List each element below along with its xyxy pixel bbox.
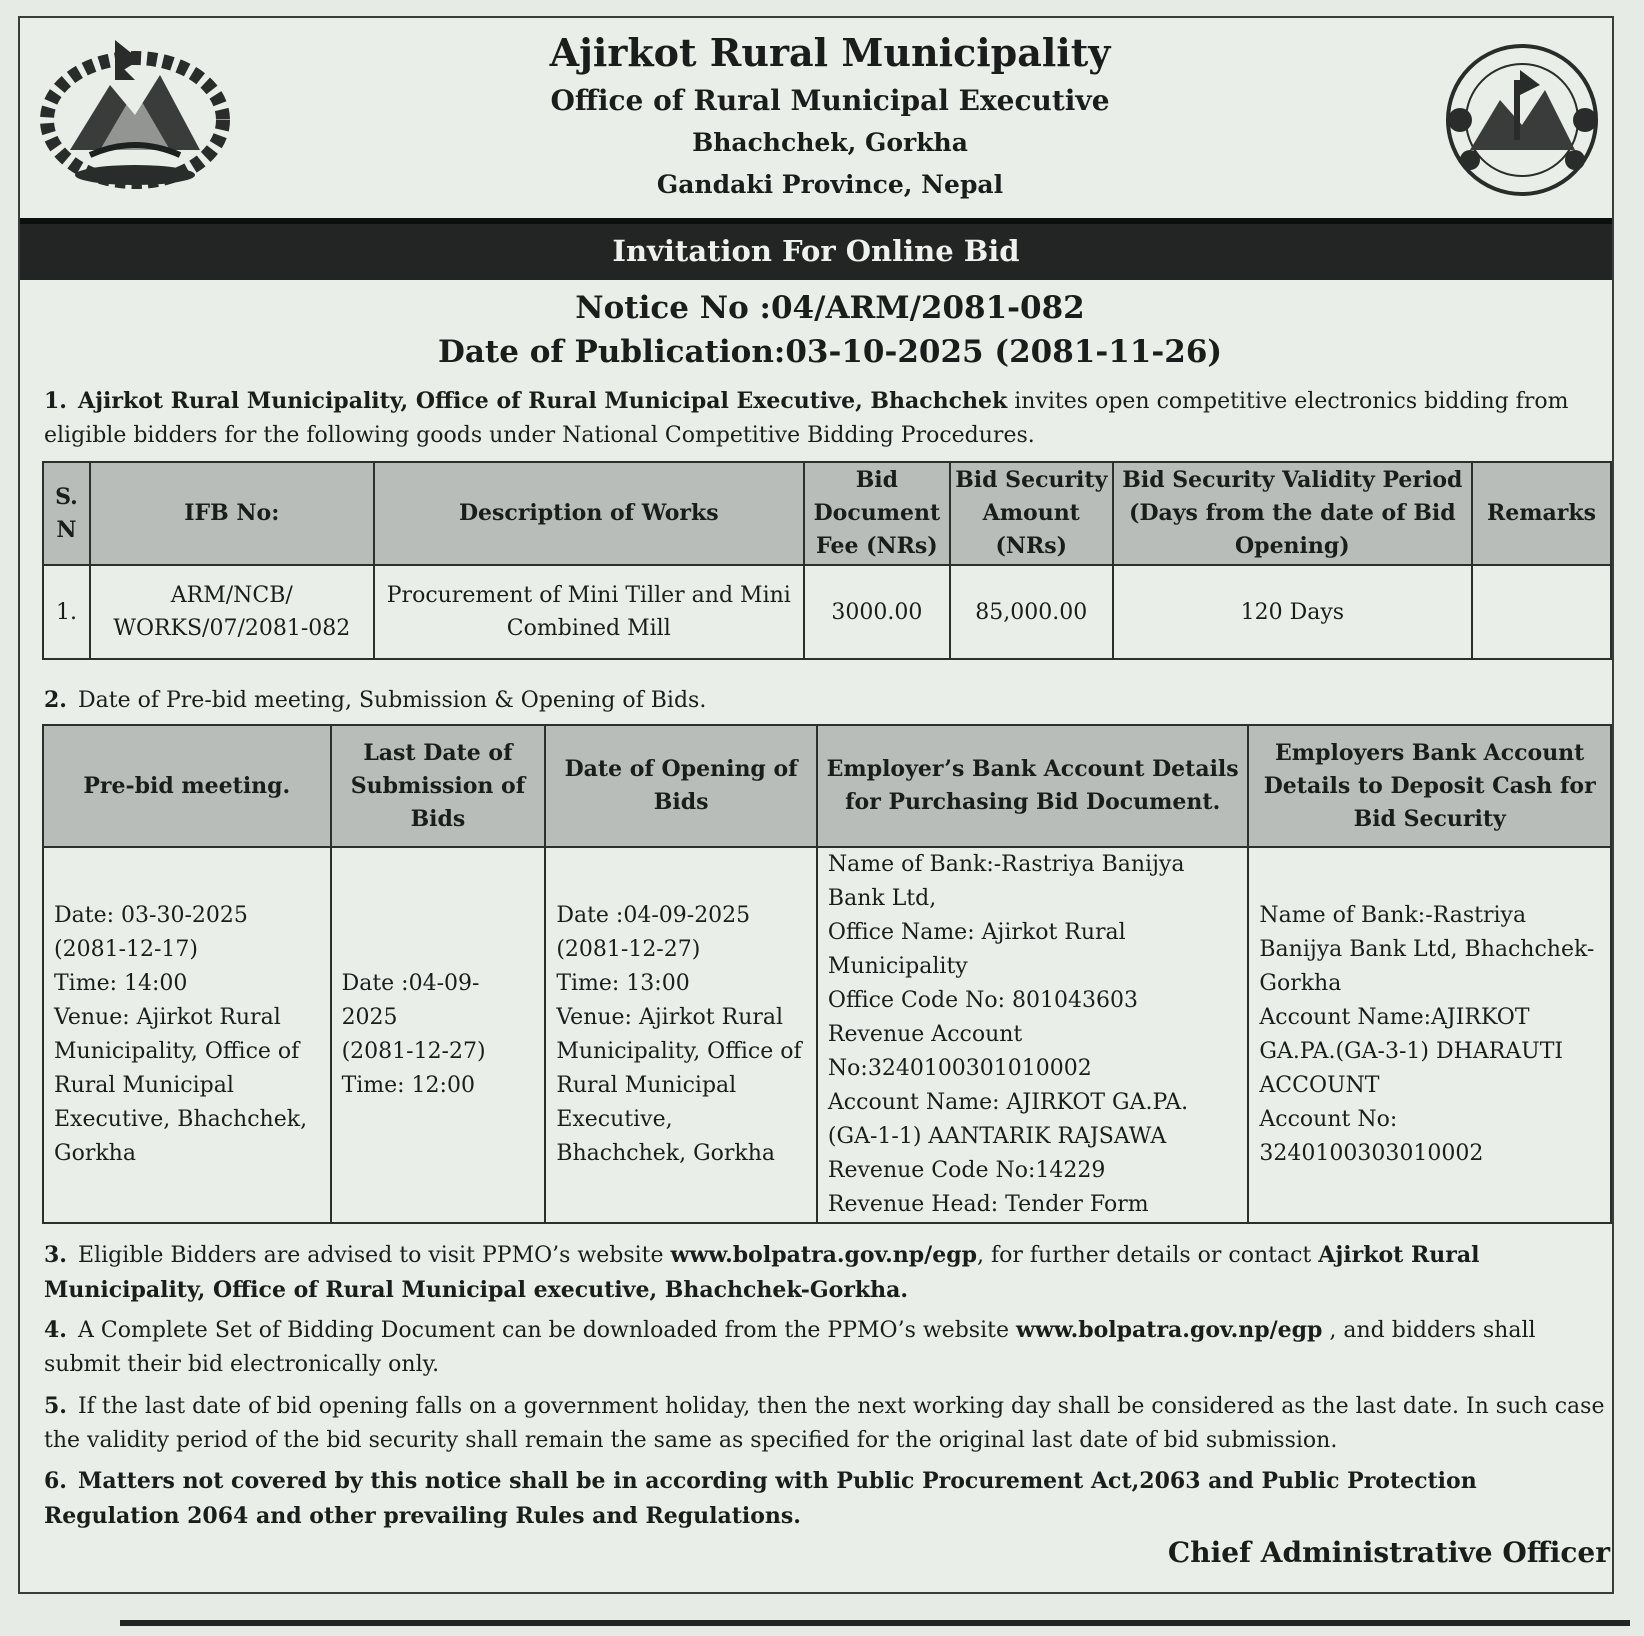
table-header-row (43, 462, 1611, 565)
notice-number: Notice No :04/ARM/2081-082 (575, 290, 1085, 326)
paragraph-1-bold: Ajirkot Rural Municipality, Office of Rural Municipal Executive, Bhachchek (78, 388, 1008, 414)
col-document-fee: Bid Document Fee (NRs) (804, 462, 950, 565)
col-sn: S. N (43, 462, 90, 565)
col-ifb-no: IFB No: (90, 462, 374, 565)
municipality-name: Ajirkot Rural Municipality (549, 30, 1111, 75)
publication-date: Date of Publication:03-10-2025 (2081-11-26) (437, 334, 1223, 370)
col-security-amount: Bid Security Amount (NRs) (950, 462, 1113, 565)
col-purchase-account: Employer’s Bank Account Details for Purchasing Bid Document. (817, 725, 1248, 847)
paragraph-4: 4. A Complete Set of Bidding Document can be downloaded from the PPMO’s website www.bolpatra.gov.np/egp , and bidders shall submit their bid electronically only. (44, 1317, 1536, 1377)
bottom-rule (120, 1620, 1630, 1626)
col-opening-date: Date of Opening of Bids (545, 725, 817, 847)
address-line-2: Gandaki Province, Nepal (656, 170, 1004, 199)
paragraph-2: 2. Date of Pre-bid meeting, Submission & Opening of Bids. (44, 687, 707, 713)
bid-items-table (42, 461, 1612, 660)
office-name: Office of Rural Municipal Executive (550, 84, 1110, 117)
paragraph-3: 3. Eligible Bidders are advised to visit PPMO’s website www.bolpatra.gov.np/egp, for further details or contact Ajirkot Rural Municipality, Office of Rural Municipal executive, Bhachchek-Gorkha. (44, 1242, 1480, 1303)
signature-title: Chief Administrative Officer (1167, 1536, 1610, 1569)
cell-security-account: Name of Bank:-Rastriya Banijya Bank Ltd, Bhachchek-Gorkha Account Name:AJIRKOT GA.PA.(GA-3-1) DHARAUTI ACCOUNT Account No: 3240100303010002 (1248, 847, 1611, 1223)
banner-title: Invitation For Online Bid (612, 234, 1020, 268)
municipality-seal-icon (1440, 40, 1605, 200)
col-last-submission: Last Date of Submission of Bids (331, 725, 546, 847)
paragraph-1: 1. Ajirkot Rural Municipality, Office of Rural Municipal Executive, Bhachchek invites open competitive electronics bidding from eligible bidders for the following goods under National Competitive Bidding Procedures. (44, 388, 1569, 448)
col-prebid-meeting: Pre-bid meeting. (43, 725, 331, 847)
col-description: Description of Works (374, 462, 804, 565)
paragraph-6: 6. Matters not covered by this notice shall be in according with Public Procurement Act,2063 and Public Protection Regulation 2064 and other prevailing Rules and Regulations. (44, 1468, 1477, 1529)
col-validity-period: Bid Security Validity Period (Days from the date of Bid Opening) (1113, 462, 1472, 565)
table-row (43, 847, 1611, 1223)
ppmo-website-link[interactable]: www.bolpatra.gov.np/egp (670, 1242, 977, 1268)
cell-ifb-no: ARM/NCB/ WORKS/07/2081-082 (90, 565, 374, 659)
title-banner (20, 218, 1612, 280)
ppmo-website-link[interactable]: www.bolpatra.gov.np/egp (1015, 1317, 1323, 1343)
paragraph-1-text: invites open competitive electronics bidding from eligible bidders for the following goods under National Competitive Bidding Procedures. (44, 389, 1569, 448)
cell-sn: 1. (43, 565, 90, 659)
table-row (43, 565, 1611, 659)
cell-last-submission: Date :04-09-2025 (2081-12-27) Time: 12:00 (331, 847, 546, 1223)
bid-schedule-table (42, 724, 1612, 1224)
cell-opening-date: Date :04-09-2025 (2081-12-27) Time: 13:00 Venue: Ajirkot Rural Municipality, Office of Rural Municipal Executive, Bhachchek, Gorkha (545, 847, 817, 1223)
cell-validity-period: 120 Days (1113, 565, 1472, 659)
col-remarks: Remarks (1472, 462, 1611, 565)
col-security-account: Employers Bank Account Details to Deposit Cash for Bid Security (1248, 725, 1611, 847)
paragraph-2-text: Date of Pre-bid meeting, Submission & Opening of Bids. (78, 688, 707, 713)
cell-document-fee: 3000.00 (804, 565, 950, 659)
nepal-emblem-icon (30, 30, 240, 190)
cell-remarks (1472, 565, 1611, 659)
address-line-1: Bhachchek, Gorkha (692, 128, 968, 157)
cell-description: Procurement of Mini Tiller and Mini Combined Mill (374, 565, 804, 659)
table-header-row (43, 725, 1611, 847)
paragraph-5: 5. If the last date of bid opening falls on a government holiday, then the next working day shall be considered as the last date. In such case the validity period of the bid security shall remain the same as specified for the original last date of bid submission. (44, 1393, 1605, 1453)
cell-security-amount: 85,000.00 (950, 565, 1113, 659)
cell-prebid-meeting: Date: 03-30-2025 (2081-12-17) Time: 14:00 Venue: Ajirkot Rural Municipality, Office of Rural Municipal Executive, Bhachchek, Gorkha (43, 847, 331, 1223)
cell-purchase-account: Name of Bank:-Rastriya Banijya Bank Ltd, Office Name: Ajirkot Rural Municipality Office Code No: 801043603 Revenue Account No:3240100301010002 Account Name: AJIRKOT GA.PA. (GA-1-1) AANTARIK RAJSAWA Revenue Code No:14229 Revenue Head: Tender Form (817, 847, 1248, 1223)
